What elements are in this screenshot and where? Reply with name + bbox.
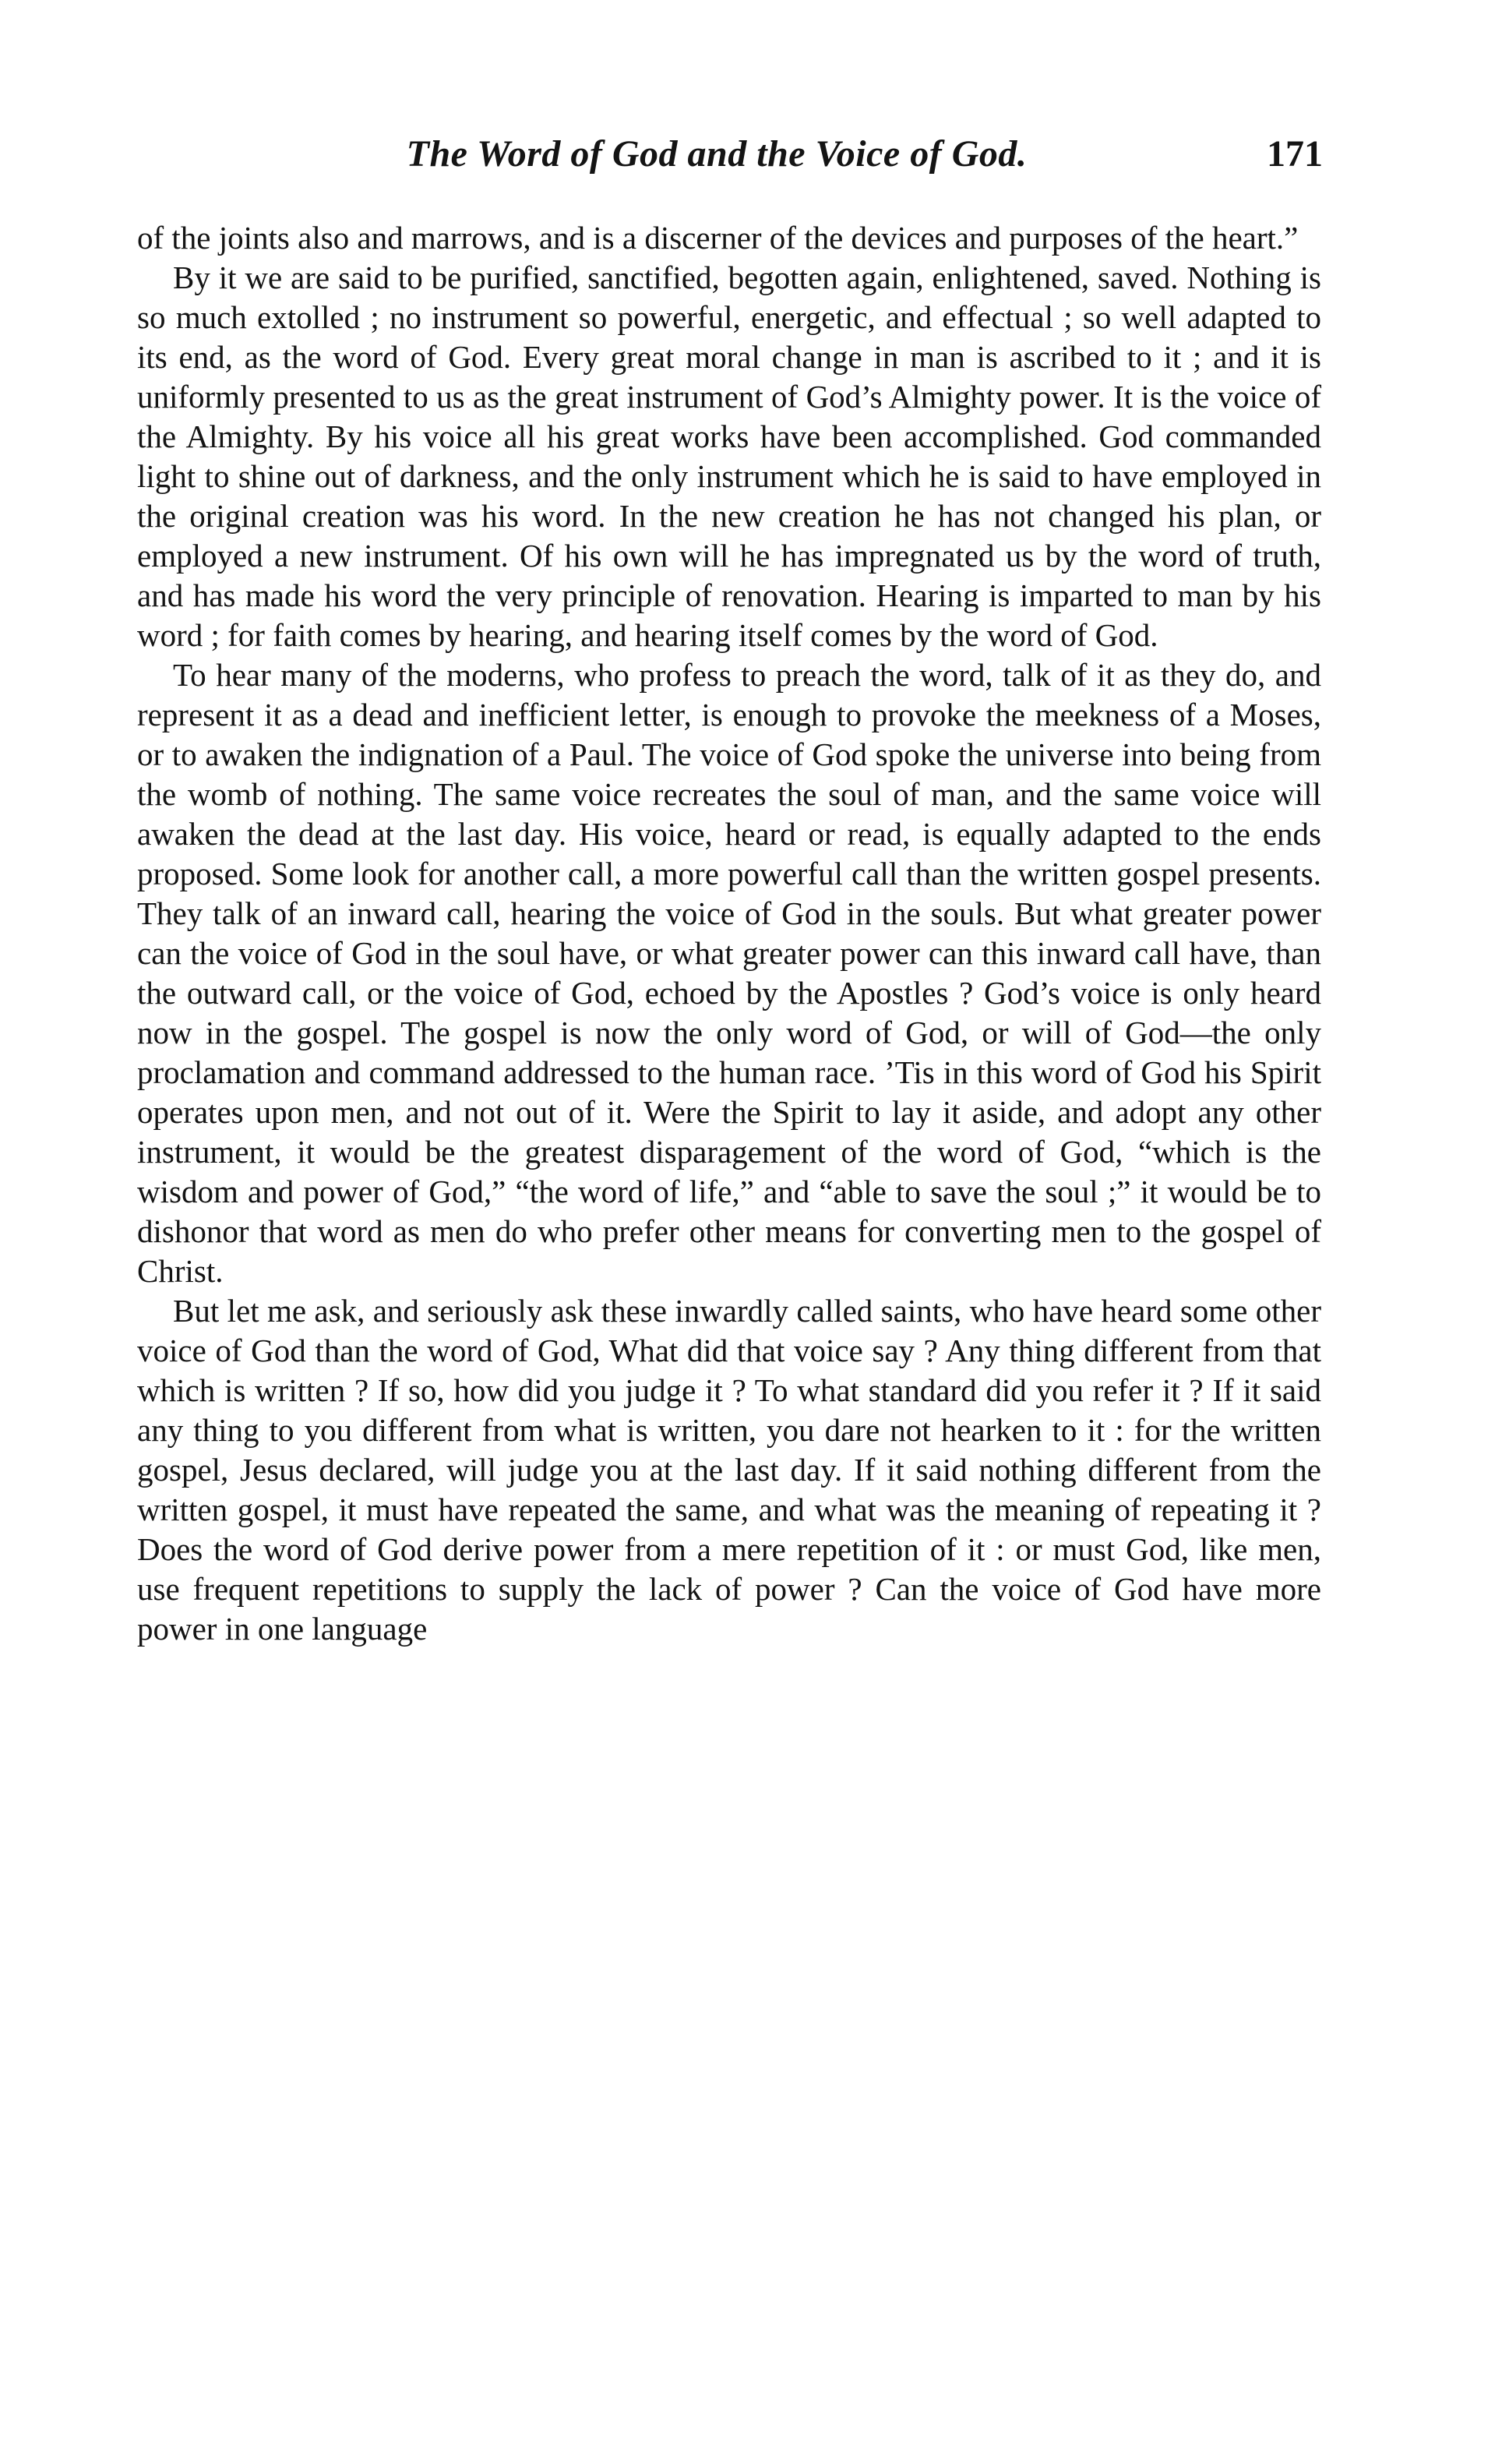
paragraph-inward-call: But let me ask, and seriously ask these inwardly called saints, who have heard some other voice of God than the word of God, What did that voice say ? Any thing different from that which is written ? If so, how did you judge it ? To what standard did you refer it ? If it said any thing to you different from what is written, you dare not hearken to it : for the written gospel, Jesus declared, will judge you at the last day. If it said nothing different from the written gospel, it must have repeated the same, and what was the meaning of repeating it ? Does the word of God derive power from a mere repetition of it : or must God, like men, use frequent repetitions to supply the lack of power ? Can the voice of God have more power in one language <box>137 1293 1321 1647</box>
running-head-title: The Word of God and the Voice of God. <box>406 133 1028 175</box>
paragraph-purified: By it we are said to be purified, sanctified, begotten again, enlightened, saved. Nothing is so much extolled ; no instrument so powerful, energetic, and effectual ; so well adapted to its end, as the word of God. Every great moral change in man is ascribed to it ; and it is uniformly presented to us as the great instrument of God’s Almighty power. It is the voice of the Almighty. By his voice all his great works have been accomplished. God commanded light to shine out of darkness, and the only instrument which he is said to have employed in the original creation was his word. In the new creation he has not changed his plan, or employed a new instrument. Of his own will he has impregnated us by the word of truth, and has made his word the very principle of renovation. Hearing is imparted to man by his word ; for faith comes by hearing, and hearing itself comes by the word of God. <box>137 259 1321 653</box>
body-text <box>137 218 1321 1649</box>
paragraph-continuation: of the joints also and marrows, and is a discerner of the devices and purposes of the heart.” <box>137 220 1299 256</box>
page-number: 171 <box>1267 133 1323 175</box>
paragraph-moderns: To hear many of the moderns, who profess to preach the word, talk of it as they do, and represent it as a dead and inefficient letter, is enough to provoke the meekness of a Moses, or to awaken the indignation of a Paul. The voice of God spoke the universe into being from the womb of nothing. The same voice recreates the soul of man, and the same voice will awaken the dead at the last day. His voice, heard or read, is equally adapted to the ends proposed. Some look for another call, a more powerful call than the written gospel presents. They talk of an inward call, hearing the voice of God in the souls. But what greater power can the voice of God in the soul have, or what greater power can this inward call have, than the outward call, or the voice of God, echoed by the Apostles ? God’s voice is only heard now in the gospel. The gospel is now the only word of God, or will of God—the only proclamation and command addressed to the human race. ’Tis in this word of God his Spirit operates upon men, and not out of it. Were the Spirit to lay it aside, and adopt any other instrument, it would be the greatest disparagement of the word of God, “which is the wisdom and power of God,” “the word of life,” and “able to save the soul ;” it would be to dishonor that word as men do who prefer other means for converting men to the gospel of Christ. <box>137 657 1321 1289</box>
running-header <box>0 132 1502 187</box>
